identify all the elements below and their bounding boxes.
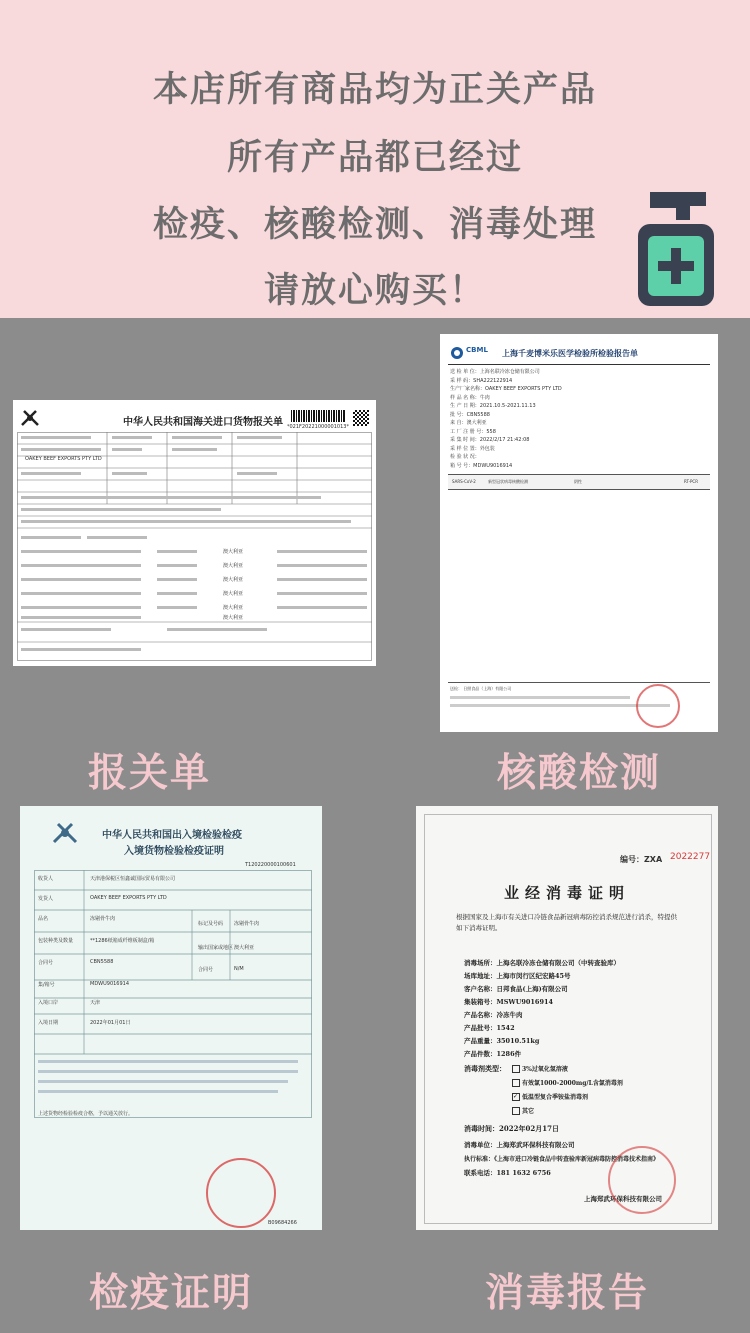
cbml-logo-icon <box>450 346 464 360</box>
disinfection-field: 客户名称：日邦食品(上海)有限公司 <box>464 985 568 993</box>
quarantine-title-1: 中华人民共和国出入境检验检疫 <box>102 830 242 841</box>
red-stamp <box>608 1146 676 1214</box>
caption-nucleic: 核酸检测 <box>496 751 661 796</box>
disinfection-field: 产品件数：1286件 <box>464 1050 522 1058</box>
nucleic-field: 检 验 状 况： <box>450 454 480 460</box>
nucleic-footer: 送检： 日照食品（上海）有限公司 <box>450 686 512 691</box>
nucleic-fields <box>450 368 562 470</box>
customs-declaration-document <box>13 400 376 666</box>
q-row-label: 收货人 <box>38 876 54 882</box>
divider <box>448 364 710 365</box>
result-table <box>448 474 710 490</box>
checkbox: ✓ <box>513 1093 519 1100</box>
q-row-label: 入境日期 <box>38 1020 59 1026</box>
nucleic-field: 送 检 单 位：上海名联冷冻仓储有限公司 <box>450 369 540 375</box>
customs-form-grid <box>17 432 372 662</box>
q-row-label: 合同号 <box>38 960 54 966</box>
q-row-label: 入境口岸 <box>38 1000 59 1006</box>
q-row-label: 发货人 <box>38 896 54 902</box>
checkbox <box>512 1107 520 1115</box>
nucleic-field: 生 产 日 期：2021.10.5-2021.11.13 <box>450 403 536 409</box>
disinfection-date: 消毒时间：2022年02月17日 <box>464 1124 559 1133</box>
result-code: SARS-CoV-2 <box>452 479 476 484</box>
hand-sanitizer-icon <box>636 188 716 308</box>
nucleic-field: 采 样 位 置：外包装 <box>450 445 495 452</box>
nucleic-field: 来 自：澳大利亚 <box>450 420 487 426</box>
nucleic-title: 上海千麦博米乐医学检验所检验报告单 <box>502 348 638 358</box>
disinfectant-type: 有效氯1000-2000mg/L含氯消毒剂 <box>522 1080 623 1087</box>
barcode <box>291 410 345 422</box>
q-row-value: 2022年01月01日 <box>90 1020 131 1026</box>
q-row-label: 包装种类及数量 <box>38 938 74 944</box>
top-banner <box>0 0 750 318</box>
customs-title: 中华人民共和国海关进口货物报关单 <box>123 417 283 428</box>
q-row-value: MDWU9016914 <box>90 981 130 987</box>
customs-origin-1: 澳大利亚 <box>223 549 244 555</box>
disinfection-number: 2022277 <box>670 852 711 862</box>
q-right-value-3: N/M <box>234 966 244 972</box>
nucleic-field: 样 品 名 称：牛肉 <box>450 394 490 401</box>
quarantine-footer: 上述货物经检验检疫合格，予以通关放行。 <box>38 1111 134 1117</box>
disinfectant-type: 3%过氧化氢溶液 <box>522 1066 568 1073</box>
q-row-value: **1286纸箱成纤维板制盒/箱 <box>90 938 155 944</box>
q-row-value: 天津港保税区恒鑫诚国际贸易有限公司 <box>90 876 176 882</box>
q-row-label: 品名 <box>38 916 49 922</box>
disinfection-intro: 根据国家及上海市有关进口冷链食品新冠病毒防控消杀规范进行消杀，特提供如下消毒证明。 <box>456 913 677 932</box>
customs-emblem-icon <box>19 408 41 428</box>
quarantine-serial: T120220000100601 <box>245 862 296 868</box>
q-right-value-1: 冻剔骨牛肉 <box>234 921 260 927</box>
nucleic-field: 工 厂 注 册 号：558 <box>450 428 496 435</box>
banner-line-2: 所有产品都已经过 <box>226 138 523 178</box>
q-right-label-1: 标记及号码 <box>198 921 224 927</box>
q-row-value: OAKEY BEEF EXPORTS PTY LTD <box>90 895 167 901</box>
footer-text-lines <box>450 696 630 699</box>
cbml-logo-text: CBML <box>466 346 488 354</box>
caption-quarantine: 检疫证明 <box>88 1271 253 1316</box>
ciq-emblem-icon <box>50 820 80 846</box>
nucleic-field: 采 样 码：SHA222122914 <box>450 377 513 384</box>
disinfection-field: 消毒场所：上海名联冷冻仓储有限公司（中转查验库） <box>464 959 620 967</box>
caption-customs: 报关单 <box>87 751 211 796</box>
result-item: 新型冠状病毒核酸检测 <box>488 479 528 484</box>
q-row-value: 天津 <box>90 1000 101 1006</box>
red-stamp <box>636 684 680 728</box>
quarantine-bottom-number: B09684266 <box>268 1220 297 1226</box>
banner-line-1: 本店所有商品均为正关产品 <box>152 70 597 110</box>
result-method: RT-PCR <box>684 479 698 484</box>
q-right-label-3: 合同号 <box>198 967 214 973</box>
nucleic-field: 批 号：CBN5588 <box>450 411 490 418</box>
nucleic-field: 采 集 时 间：2022/2/17 21:42:08 <box>450 437 530 443</box>
disinfection-field: 场库地址：上海市闵行区纪宏路45号 <box>464 972 571 980</box>
disinfection-certificate-document <box>416 806 718 1230</box>
disinfection-field: 产品批号：1542 <box>464 1024 515 1032</box>
q-right-value-2: 澳大利亚 <box>234 945 255 951</box>
banner-line-3: 检疫、核酸检测、消毒处理 <box>152 205 597 245</box>
disinfectant-type-label: 消毒剂类型： <box>464 1064 506 1073</box>
customs-origin-5: 澳大利亚 <box>223 605 244 611</box>
customs-origin-3: 澳大利亚 <box>223 577 244 583</box>
disinfectant-type: 其它 <box>522 1108 535 1115</box>
customs-origin-6: 澳大利亚 <box>223 615 244 621</box>
disinfection-field: 产品名称：冷冻牛肉 <box>464 1011 523 1019</box>
banner-line-4: 请放心购买！ <box>263 271 486 311</box>
barcode-number: *021F20221000001013* <box>287 424 349 430</box>
caption-disinfection: 消毒报告 <box>484 1271 649 1316</box>
nucleic-field: 箱 号 号：MDWU9016914 <box>450 462 513 469</box>
customs-origin-4: 澳大利亚 <box>223 591 244 597</box>
quarantine-grid <box>34 870 312 1118</box>
disinfection-number-label: 编号：ZXA <box>620 855 663 864</box>
qr-code <box>353 410 369 426</box>
quarantine-certificate-document <box>20 806 322 1230</box>
checkbox <box>512 1065 520 1073</box>
disinfection-phone: 联系电话：181 1632 6756 <box>464 1169 551 1177</box>
q-row-label: 集/箱号 <box>38 982 55 988</box>
q-row-value: CBN5588 <box>90 959 114 965</box>
quarantine-title-2: 入境货物检验检疫证明 <box>124 846 224 857</box>
customs-origin-2: 澳大利亚 <box>223 563 244 569</box>
disinfection-field: 产品重量：35010.51kg <box>464 1037 540 1045</box>
disinfectant-type: 低温型复合季铵盐消毒剂 <box>522 1094 589 1101</box>
customs-seller: OAKEY BEEF EXPORTS PTY LTD <box>25 456 102 462</box>
checkbox <box>512 1079 520 1087</box>
nucleic-test-report-document <box>440 334 718 732</box>
nucleic-field: 生产厂家名称：OAKEY BEEF EXPORTS PTY LTD <box>450 386 562 392</box>
result-value: 阴性 <box>574 479 582 484</box>
q-right-label-2: 输出国家或地区 <box>198 945 234 951</box>
red-stamp <box>206 1158 276 1228</box>
disinfection-title: 业经消毒证明 <box>503 884 630 902</box>
disinfection-field: 集装箱号：MSWU9016914 <box>464 998 554 1006</box>
footer-divider <box>448 682 710 683</box>
disinfection-signature: 上海郑武环保科技有限公司 <box>584 1195 662 1203</box>
disinfection-standard: 执行标准：《上海市进口冷链食品中转查验库新冠病毒防控消毒技术指南》 <box>464 1156 660 1163</box>
disinfection-unit: 消毒单位：上海郑武环保科技有限公司 <box>464 1141 575 1149</box>
q-row-value: 冻剔骨牛肉 <box>90 916 116 922</box>
